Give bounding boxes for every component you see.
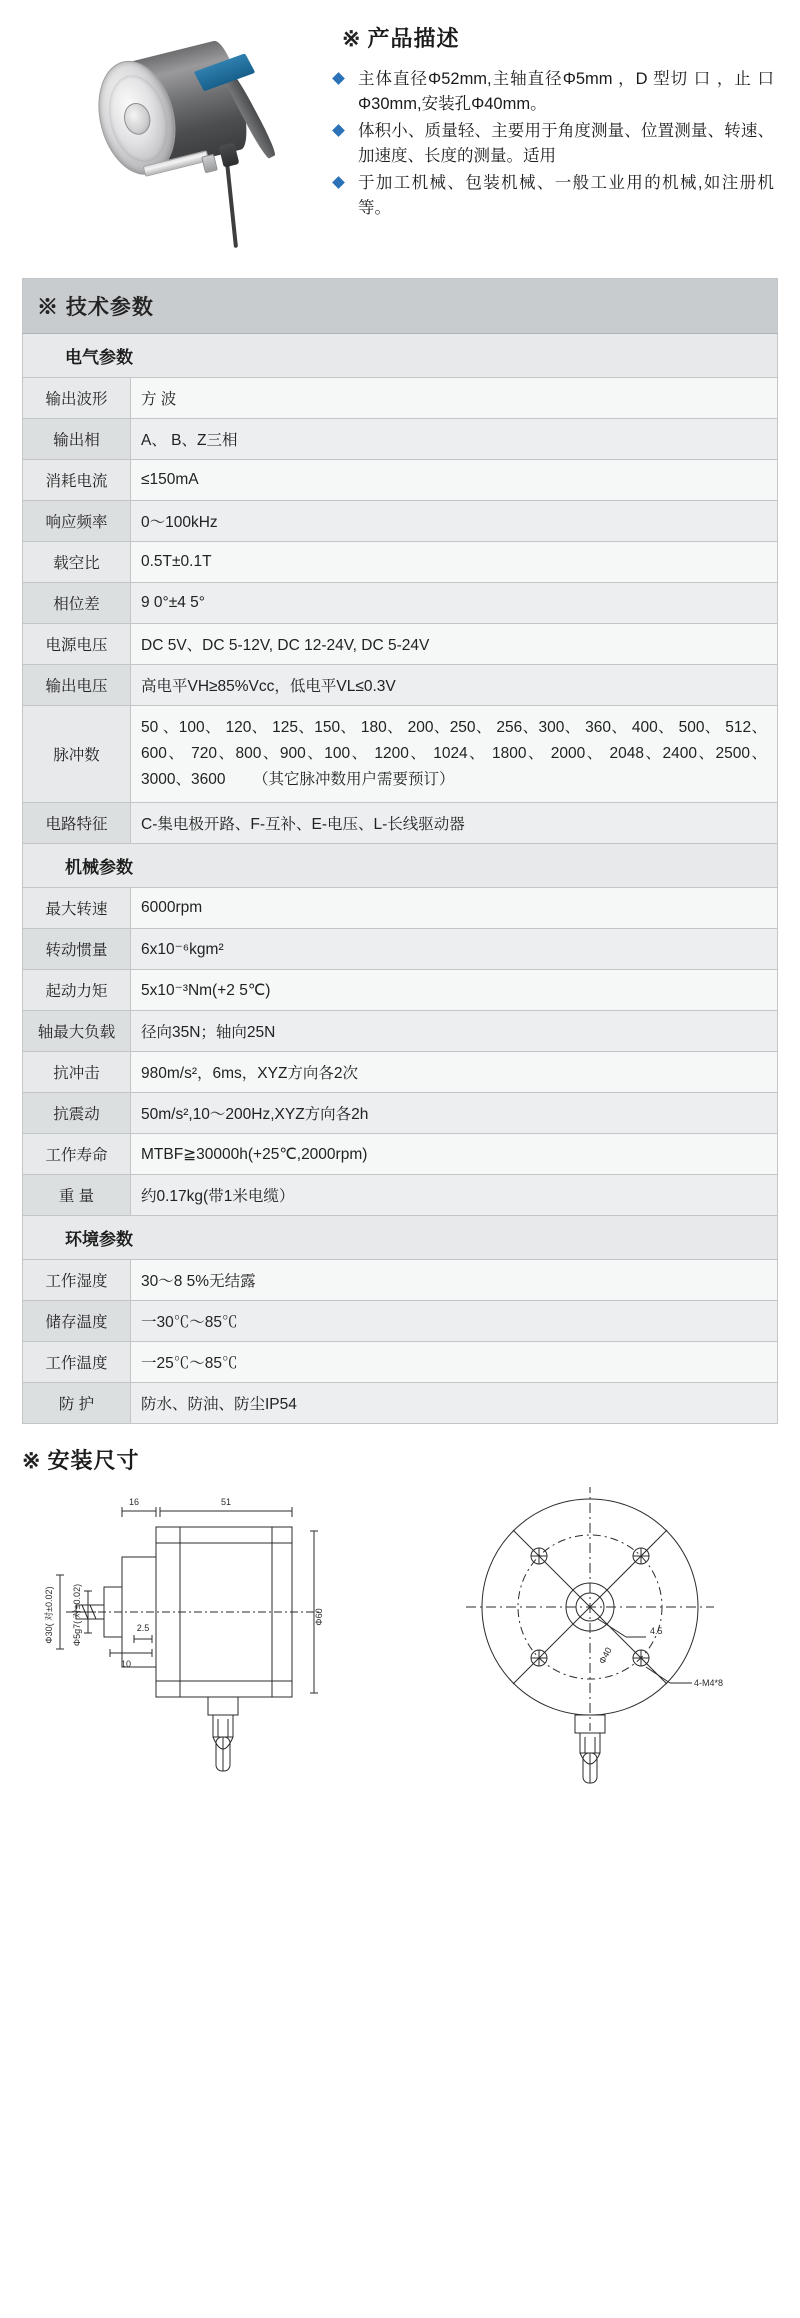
dim-label-4-m4x8: 4-M4*8 bbox=[694, 1678, 724, 1688]
row-key: 输出波形 bbox=[23, 378, 131, 419]
table-row bbox=[23, 1052, 778, 1093]
row-value: 径向35N；轴向25N bbox=[131, 1011, 778, 1052]
table-row bbox=[23, 419, 778, 460]
diamond-bullet-icon bbox=[332, 72, 345, 85]
row-value: 防水、防油、防尘IP54 bbox=[131, 1383, 778, 1424]
table-row bbox=[23, 1260, 778, 1301]
row-value: 50m/s²,10～200Hz,XYZ方向各2h bbox=[131, 1093, 778, 1134]
row-value: MTBF≧30000h(+25℃,2000rpm) bbox=[131, 1134, 778, 1175]
bullet-text: 主体直径Φ52mm,主轴直径Φ5mm ，D 型切 口 ，止 口Φ30mm,安装孔Φ40mm。 bbox=[358, 70, 774, 113]
dimensions-title-text: 安装尺寸 bbox=[47, 1448, 140, 1473]
table-row bbox=[23, 378, 778, 419]
group-row-mechanical bbox=[23, 844, 778, 888]
row-value: A、 B、Z三相 bbox=[131, 419, 778, 460]
row-key: 重 量 bbox=[23, 1175, 131, 1216]
row-value: 一30℃～85℃ bbox=[131, 1301, 778, 1342]
product-photo bbox=[26, 22, 326, 262]
table-row bbox=[23, 970, 778, 1011]
table-row bbox=[23, 888, 778, 929]
table-row bbox=[23, 583, 778, 624]
row-key: 相位差 bbox=[23, 583, 131, 624]
rotary-encoder-image bbox=[51, 32, 301, 262]
specifications-section bbox=[0, 272, 800, 1424]
row-key: 电源电压 bbox=[23, 624, 131, 665]
row-key: 储存温度 bbox=[23, 1301, 131, 1342]
row-key: 轴最大负载 bbox=[23, 1011, 131, 1052]
table-row bbox=[23, 1134, 778, 1175]
table-row-circuit bbox=[23, 803, 778, 844]
row-key: 载空比 bbox=[23, 542, 131, 583]
table-row bbox=[23, 542, 778, 583]
dim-label-16: 16 bbox=[128, 1497, 140, 1507]
product-description-title-text: 产品描述 bbox=[367, 26, 460, 51]
row-key: 工作温度 bbox=[23, 1342, 131, 1383]
side-view-svg bbox=[30, 1487, 370, 1787]
group-row-environment bbox=[23, 1216, 778, 1260]
table-row bbox=[23, 1301, 778, 1342]
row-value: 约0.17kg(带1米电缆） bbox=[131, 1175, 778, 1216]
row-key: 转动惯量 bbox=[23, 929, 131, 970]
row-value: 9 0°±4 5° bbox=[131, 583, 778, 624]
dimensions-section bbox=[0, 1424, 800, 1803]
table-row bbox=[23, 460, 778, 501]
list-item bbox=[332, 171, 774, 221]
table-row bbox=[23, 1011, 778, 1052]
row-key: 脉冲数 bbox=[23, 706, 131, 803]
table-row-pulse-count bbox=[23, 706, 778, 803]
table-row bbox=[23, 665, 778, 706]
row-value: C-集电极开路、F-互补、E-电压、L-长线驱动器 bbox=[131, 803, 778, 844]
row-value: DC 5V、DC 5-12V, DC 12-24V, DC 5-24V bbox=[131, 624, 778, 665]
row-key: 输出相 bbox=[23, 419, 131, 460]
row-value: ≤150mA bbox=[131, 460, 778, 501]
row-key: 抗冲击 bbox=[23, 1052, 131, 1093]
dimension-drawings bbox=[22, 1483, 778, 1787]
front-view-drawing bbox=[430, 1487, 770, 1787]
dim-label-phi40: Φ40 bbox=[596, 1645, 614, 1666]
dim-label-phi5g7: Φ5g7( 对±0.02) bbox=[72, 1583, 82, 1647]
row-key: 工作湿度 bbox=[23, 1260, 131, 1301]
row-key: 输出电压 bbox=[23, 665, 131, 706]
row-value: 0～100kHz bbox=[131, 501, 778, 542]
group-label: 电气参数 bbox=[23, 334, 778, 378]
row-key: 响应频率 bbox=[23, 501, 131, 542]
row-value: 6x10⁻⁶kgm² bbox=[131, 929, 778, 970]
dim-label-4-5: 4.5 bbox=[650, 1626, 663, 1636]
specifications-table bbox=[22, 278, 778, 1424]
dim-label-phi60: Φ60 bbox=[314, 1608, 324, 1626]
bullet-text: 于加工机械、包装机械、一般工业用的机械,如注册机等。 bbox=[358, 174, 774, 217]
dim-label-phi30: Φ30( 对±0.02) bbox=[44, 1586, 54, 1644]
row-key: 电路特征 bbox=[23, 803, 131, 844]
row-key: 消耗电流 bbox=[23, 460, 131, 501]
table-row bbox=[23, 501, 778, 542]
group-label: 机械参数 bbox=[23, 844, 778, 888]
diamond-bullet-icon bbox=[332, 124, 345, 137]
dim-label-51: 51 bbox=[220, 1497, 232, 1507]
row-key: 工作寿命 bbox=[23, 1134, 131, 1175]
row-key: 抗震动 bbox=[23, 1093, 131, 1134]
dim-label-2-5: 2.5 bbox=[136, 1623, 150, 1633]
row-value: 6000rpm bbox=[131, 888, 778, 929]
row-value: 5x10⁻³Nm(+2 5℃) bbox=[131, 970, 778, 1011]
row-value: 30～8 5%无结露 bbox=[131, 1260, 778, 1301]
row-key: 防 护 bbox=[23, 1383, 131, 1424]
row-key: 最大转速 bbox=[23, 888, 131, 929]
row-value: 一25℃～85℃ bbox=[131, 1342, 778, 1383]
row-value: 0.5T±0.1T bbox=[131, 542, 778, 583]
table-row bbox=[23, 1093, 778, 1134]
table-title-row bbox=[23, 279, 778, 334]
group-label: 环境参数 bbox=[23, 1216, 778, 1260]
row-value: 高电平VH≥85%Vcc，低电平VL≤0.3V bbox=[131, 665, 778, 706]
group-row-electrical bbox=[23, 334, 778, 378]
row-value: 50 、100、 120、 125、150、 180、 200、250、 256、300、 360、 400、 500、 512、 600、 720、800、900、100、 1200、 1024、 1800、 2000、 2048、2400、2500、 3000、3600 （其它脉冲数用户需要预订） bbox=[131, 706, 778, 803]
dimensions-title bbox=[22, 1444, 778, 1475]
specifications-title: ※ 技术参数 bbox=[23, 279, 778, 334]
row-key: 起动力矩 bbox=[23, 970, 131, 1011]
section-mark-icon: ※ bbox=[22, 1448, 42, 1473]
description-bullet-list bbox=[332, 67, 774, 221]
description-text-block bbox=[326, 22, 774, 223]
table-row bbox=[23, 624, 778, 665]
diamond-bullet-icon bbox=[332, 176, 345, 189]
table-row bbox=[23, 1342, 778, 1383]
table-row bbox=[23, 1175, 778, 1216]
table-row bbox=[23, 1383, 778, 1424]
bullet-text: 体积小、质量轻、主要用于角度测量、位置测量、转速、加速度、长度的测量。适用 bbox=[358, 122, 774, 165]
product-description-section bbox=[0, 0, 800, 272]
table-row bbox=[23, 929, 778, 970]
row-value: 980m/s²，6ms，XYZ方向各2次 bbox=[131, 1052, 778, 1093]
section-mark-icon: ※ bbox=[342, 26, 362, 51]
row-value: 方 波 bbox=[131, 378, 778, 419]
list-item bbox=[332, 67, 774, 117]
front-view-svg bbox=[430, 1487, 770, 1787]
dim-label-10: 10 bbox=[120, 1659, 132, 1669]
side-view-drawing bbox=[30, 1487, 370, 1787]
product-description-title bbox=[332, 22, 774, 53]
list-item bbox=[332, 119, 774, 169]
